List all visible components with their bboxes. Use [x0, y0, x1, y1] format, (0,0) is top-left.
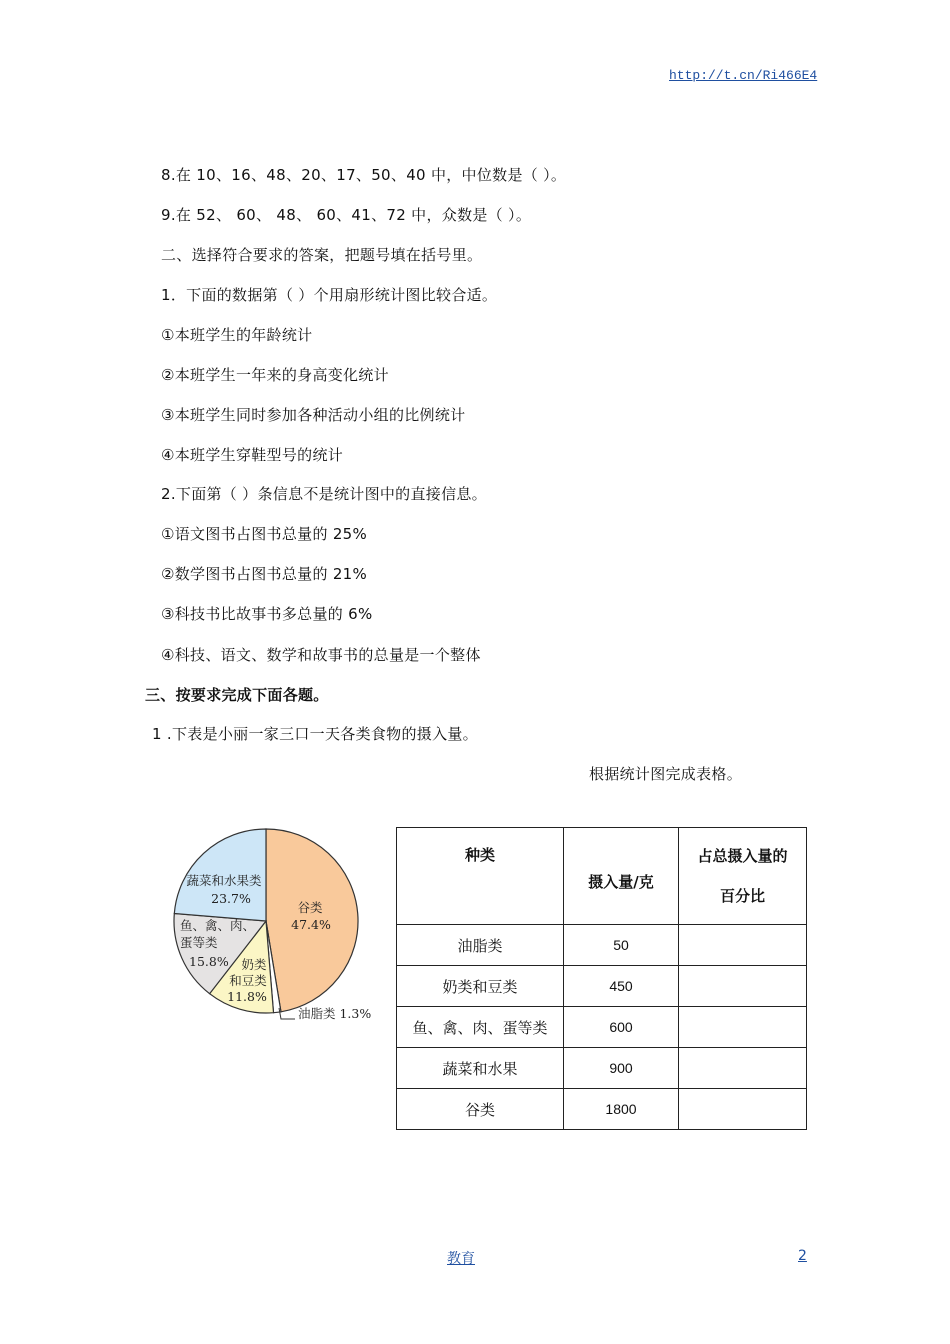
slice-label: 鱼、禽、肉、 [180, 918, 256, 933]
pie-svg [170, 826, 385, 1026]
slice-label: 和豆类 [229, 973, 267, 988]
header-percent [679, 828, 807, 925]
s2-q1-option: ④本班学生穿鞋型号的统计 [161, 446, 344, 464]
cell-kind: 谷类 [397, 1089, 564, 1130]
header-percent-line1: 占总摄入量的 [697, 847, 788, 865]
header-amount: 摄入量/克 [564, 828, 679, 925]
s3-question-1: 1 .下表是小丽一家三口一天各类食物的摄入量。 [152, 725, 478, 743]
s3-q1-instruction: 根据统计图完成表格。 [589, 765, 743, 783]
s2-q1-option: ②本班学生一年来的身高变化统计 [161, 366, 389, 384]
header-percent-line2: 百分比 [719, 887, 765, 905]
slice-value: 23.7% [211, 891, 251, 906]
table-row [397, 925, 807, 966]
cell-kind: 鱼、禽、肉、蛋等类 [397, 1007, 564, 1048]
cell-kind: 奶类和豆类 [397, 966, 564, 1007]
cell-percent-blank[interactable] [679, 1089, 807, 1130]
s2-q1-option: ①本班学生的年龄统计 [161, 326, 313, 344]
section-3-title: 三、按要求完成下面各题。 [145, 686, 329, 704]
page-number[interactable]: 2 [798, 1248, 807, 1264]
s2-q2-option: ④科技、语文、数学和故事书的总量是一个整体 [161, 646, 481, 664]
footer-link[interactable]: 教育 [447, 1251, 475, 1267]
intake-table [396, 827, 807, 1130]
slice-label: 蛋等类 [180, 935, 218, 950]
table-row [397, 1089, 807, 1130]
slice-value: 15.8% [189, 954, 229, 969]
table-row [397, 1048, 807, 1089]
cell-kind: 油脂类 [397, 925, 564, 966]
cell-percent-blank[interactable] [679, 966, 807, 1007]
s2-q2-option: ②数学图书占图书总量的 21% [161, 565, 368, 583]
slice-value: 47.4% [291, 917, 331, 932]
cell-percent-blank[interactable] [679, 1048, 807, 1089]
table-row [397, 966, 807, 1007]
s2-question-2: 2.下面第（ ）条信息不是统计图中的直接信息。 [161, 485, 487, 503]
question-9: 9.在 52、 60、 48、 60、41、72 中，众数是（ ）。 [161, 206, 532, 224]
slice-value: 11.8% [227, 989, 267, 1004]
cell-percent-blank[interactable] [679, 925, 807, 966]
cell-amount: 600 [564, 1007, 679, 1048]
oil-callout-label: 油脂类 1.3% [298, 1006, 372, 1021]
cell-percent-blank[interactable] [679, 1007, 807, 1048]
cell-amount: 1800 [564, 1089, 679, 1130]
table-header-row [397, 828, 807, 925]
cell-kind: 蔬菜和水果 [397, 1048, 564, 1089]
s2-question-1: 1．下面的数据第（ ）个用扇形统计图比较合适。 [161, 286, 498, 304]
cell-amount: 450 [564, 966, 679, 1007]
header-link[interactable]: http://t.cn/Ri466E4 [669, 68, 818, 83]
table-row [397, 1007, 807, 1048]
food-pie-chart [170, 826, 385, 1026]
slice-label: 蔬菜和水果类 [186, 873, 262, 888]
cell-amount: 50 [564, 925, 679, 966]
header-kind: 种类 [397, 828, 564, 925]
s2-q1-option: ③本班学生同时参加各种活动小组的比例统计 [161, 406, 466, 424]
s2-q2-option: ①语文图书占图书总量的 25% [161, 525, 368, 543]
s2-q2-option: ③科技书比故事书多总量的 6% [161, 605, 373, 623]
section-2-title: 二、选择符合要求的答案，把题号填在括号里。 [161, 246, 483, 264]
cell-amount: 900 [564, 1048, 679, 1089]
slice-label: 谷类 [297, 900, 323, 915]
slice-label: 奶类 [241, 957, 267, 972]
question-8: 8.在 10、16、48、20、17、50、40 中，中位数是（ ）。 [161, 166, 567, 184]
